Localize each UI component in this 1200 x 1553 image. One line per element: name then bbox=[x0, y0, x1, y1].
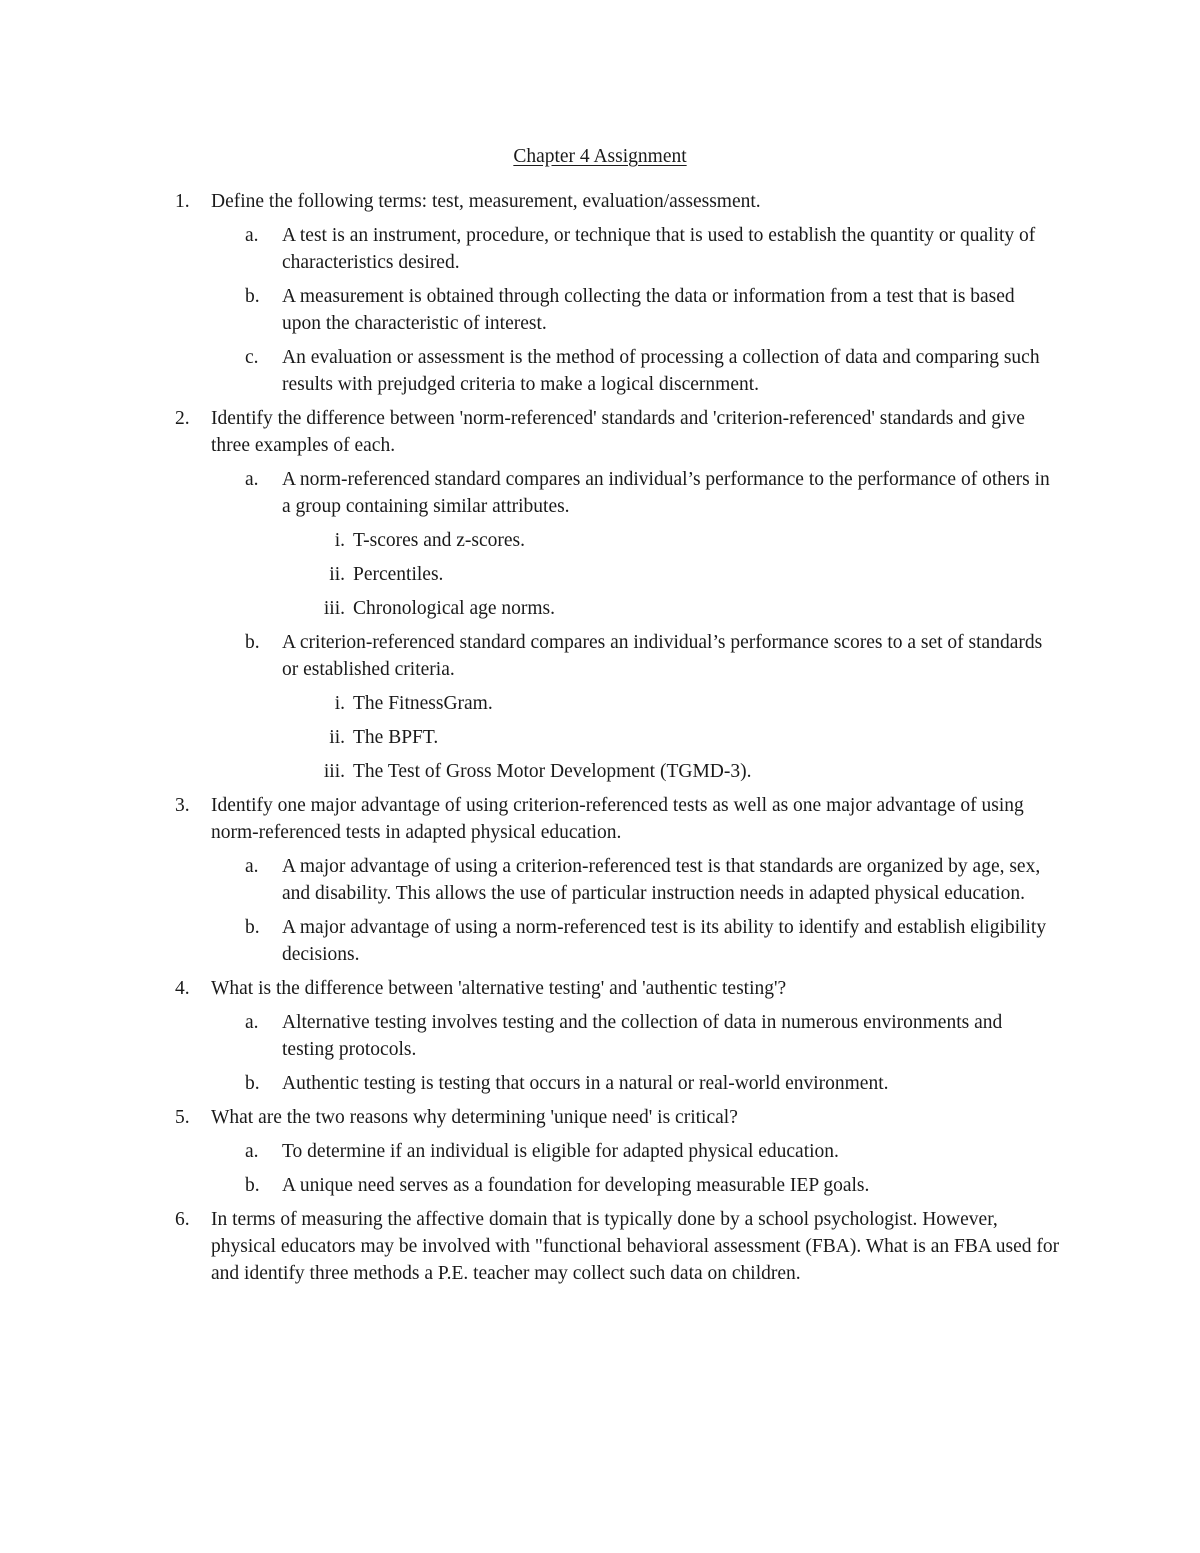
question-text: Define the following terms: test, measurement, evaluation/assessment. bbox=[211, 191, 761, 212]
question-number: 3. bbox=[175, 795, 190, 816]
answer-text: To determine if an individual is eligible for adapted physical education. bbox=[282, 1141, 839, 1162]
answer-text: A measurement is obtained through collecting the data or information from a test that is based upon the characteristic of interest. bbox=[282, 286, 1015, 334]
answer-letter: b. bbox=[245, 917, 260, 938]
question-number: 1. bbox=[175, 191, 190, 212]
question-number: 4. bbox=[175, 978, 190, 999]
answer-letter: b. bbox=[245, 286, 260, 307]
answer-item bbox=[245, 853, 1057, 907]
answer-letter: a. bbox=[245, 856, 259, 877]
example-text: Chronological age norms. bbox=[353, 598, 555, 619]
example-item bbox=[323, 595, 1053, 622]
example-text: The BPFT. bbox=[353, 727, 439, 748]
question-item bbox=[175, 405, 1061, 459]
answer-item bbox=[245, 914, 1057, 968]
question-text: What are the two reasons why determining 'unique need' is critical? bbox=[211, 1107, 738, 1128]
question-text: Identify one major advantage of using criterion-referenced tests as well as one major advantage of using norm-referenced tests in adapted physical education. bbox=[211, 795, 1024, 843]
answer-item bbox=[245, 466, 1057, 520]
example-item bbox=[329, 724, 1053, 751]
example-item bbox=[329, 561, 1053, 588]
answer-letter: b. bbox=[245, 632, 260, 653]
answer-letter: a. bbox=[245, 1012, 259, 1033]
answer-item bbox=[245, 1138, 1057, 1165]
question-item bbox=[175, 1206, 1061, 1287]
question-number: 2. bbox=[175, 408, 190, 429]
answer-item bbox=[245, 1172, 1057, 1199]
example-numeral: ii. bbox=[329, 727, 345, 748]
question-item bbox=[175, 792, 1061, 846]
example-text: The FitnessGram. bbox=[353, 693, 493, 714]
answer-letter: a. bbox=[245, 1141, 259, 1162]
example-numeral: i. bbox=[334, 530, 345, 551]
answer-item bbox=[245, 629, 1057, 683]
answer-text: A major advantage of using a norm-referenced test is its ability to identify and establish eligibility decisions. bbox=[282, 917, 1047, 965]
answer-letter: a. bbox=[245, 225, 259, 246]
example-numeral: i. bbox=[334, 693, 345, 714]
answer-item bbox=[245, 344, 1057, 398]
answer-letter: b. bbox=[245, 1073, 260, 1094]
example-text: Percentiles. bbox=[353, 564, 444, 585]
answer-text: A criterion-referenced standard compares an individual’s performance scores to a set of standards or established criteria. bbox=[282, 632, 1043, 680]
example-numeral: ii. bbox=[329, 564, 345, 585]
example-text: The Test of Gross Motor Development (TGMD-3). bbox=[353, 761, 752, 782]
page-title: Chapter 4 Assignment bbox=[513, 146, 687, 167]
question-item bbox=[175, 975, 1061, 1002]
question-list bbox=[0, 188, 1200, 1294]
answer-item bbox=[245, 1009, 1057, 1063]
answer-item bbox=[245, 222, 1057, 276]
example-numeral: iii. bbox=[323, 761, 345, 782]
answer-text: A test is an instrument, procedure, or technique that is used to establish the quantity or quality of characteristics desired. bbox=[282, 225, 1036, 273]
question-item bbox=[175, 1104, 1061, 1131]
question-text: Identify the difference between 'norm-referenced' standards and 'criterion-referenced' standards and give three examples of each. bbox=[211, 408, 1025, 456]
example-item bbox=[334, 690, 1053, 717]
answer-text: An evaluation or assessment is the method of processing a collection of data and comparing such results with prejudged criteria to make a logical discernment. bbox=[282, 347, 1040, 395]
question-item bbox=[175, 188, 1061, 215]
question-text: In terms of measuring the affective domain that is typically done by a school psychologist. However, physical educators may be involved with "functional behavioral assessment (FBA). What is an FBA used for and identify three methods a P.E. teacher may collect such data on children. bbox=[211, 1209, 1060, 1284]
example-text: T-scores and z-scores. bbox=[353, 530, 526, 551]
example-numeral: iii. bbox=[323, 598, 345, 619]
answer-text: Authentic testing is testing that occurs in a natural or real-world environment. bbox=[282, 1073, 889, 1094]
question-number: 5. bbox=[175, 1107, 190, 1128]
answer-text: A unique need serves as a foundation for developing measurable IEP goals. bbox=[282, 1175, 870, 1196]
answer-letter: a. bbox=[245, 469, 259, 490]
answer-text: A norm-referenced standard compares an individual’s performance to the performance of others in a group containing similar attributes. bbox=[282, 469, 1050, 517]
answer-letter: c. bbox=[245, 347, 259, 368]
question-number: 6. bbox=[175, 1209, 190, 1230]
answer-text: A major advantage of using a criterion-referenced test is that standards are organized by age, sex, and disability. This allows the use of particular instruction needs in adapted physical education. bbox=[282, 856, 1041, 904]
answer-text: Alternative testing involves testing and the collection of data in numerous environments and testing protocols. bbox=[282, 1012, 1003, 1060]
answer-item bbox=[245, 283, 1057, 337]
answer-item bbox=[245, 1070, 1057, 1097]
answer-letter: b. bbox=[245, 1175, 260, 1196]
example-item bbox=[323, 758, 1053, 785]
example-item bbox=[334, 527, 1053, 554]
question-text: What is the difference between 'alternative testing' and 'authentic testing'? bbox=[211, 978, 787, 999]
